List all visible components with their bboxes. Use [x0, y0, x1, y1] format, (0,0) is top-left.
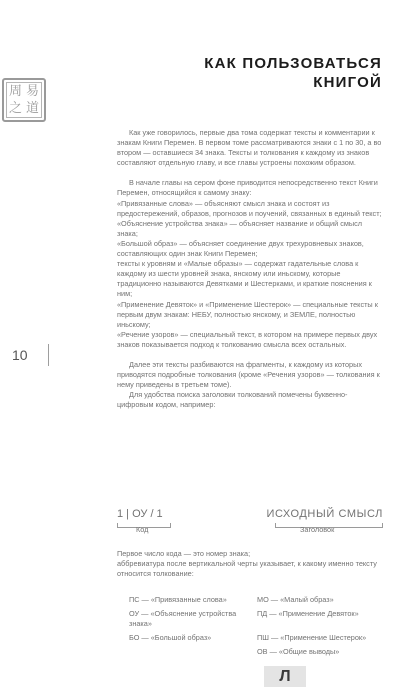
- seal-inner: [6, 82, 42, 118]
- code-sample: 1 | ОУ / 1: [117, 508, 163, 520]
- publisher-logo-icon: Л: [264, 666, 306, 687]
- list-item: «Применение Девяток» и «Применение Шестерок» — специальные тексты к первым двум знакам: НЕБУ, полностью янскому, и ЗЕМЛЕ, полностью иньскому;: [117, 299, 378, 329]
- abbreviation-item: БО — «Большой образ»: [129, 633, 212, 643]
- seal-char: 道: [25, 101, 39, 116]
- page-number: 10: [12, 344, 49, 366]
- list-item: аббревиатура после вертикальной черты указывает, к какому именно тексту относится толкование:: [117, 559, 377, 579]
- code-explanation-list: [117, 549, 383, 579]
- code-example: [117, 508, 383, 536]
- seal-char: 周: [8, 84, 22, 99]
- chapter-title-line-2: КНИГОЙ: [313, 74, 382, 91]
- abbreviation-item: ПШ — «Применение Шестерок»: [257, 633, 367, 643]
- list-item: «Большой образ» — объясняет соединение двух трехуровневых знаков, составляющих один знак Книги Перемен;: [117, 238, 364, 259]
- heading-sample: ИСХОДНЫЙ СМЫСЛ: [266, 508, 383, 520]
- list-item: «Объяснение устройства знака» — объясняет название и общий смысл знака;: [117, 218, 363, 238]
- abbreviation-item: [129, 647, 257, 657]
- chapter-title: [204, 54, 382, 92]
- list-item: Первое число кода — это номер знака;: [117, 549, 251, 558]
- heading-caption: Заголовок: [300, 525, 335, 534]
- body-text: [117, 128, 383, 410]
- abbreviation-item: ПС — «Привязанные слова»: [129, 595, 227, 604]
- paragraph-structure: В начале главы на сером фоне приводится непосредственно текст Книги Перемен, относящийся к самому знаку:: [117, 178, 378, 198]
- list-item: «Привязанные слова» — объясняют смысл знака и состоят из предостережений, образов, прогнозов и поучений, связанных в единый текст;: [117, 198, 382, 218]
- seal-char: 之: [8, 101, 22, 116]
- abbreviation-item: ОУ — «Объяснение устройства знака»: [129, 609, 237, 629]
- paragraph-intro: Как уже говорилось, первые два тома содержат тексты и комментарии к знакам Книги Перемен. В первом томе рассматриваются знаки с 1 по 30, а во втором — оставшиеся 34 знака. Тексты и толкования к каждому из знаков составляют отдельную главу, и все главы устроены похожим образом.: [117, 128, 382, 168]
- abbreviation-item: ПД — «Применение Девяток»: [257, 609, 359, 619]
- list-item: «Речение узоров» — специальный текст, в котором на примере первых двух знаков показывается подход к толкованию смысла всех остальных.: [117, 329, 378, 349]
- seal-char: 易: [25, 84, 39, 99]
- paragraph-fragments: Далее эти тексты разбиваются на фрагменты, к каждому из которых приводятся подробные толкования (кроме «Речения узоров» — толкования к нему приведены в третьем томе).: [117, 359, 380, 390]
- seal-stamp-icon: [2, 78, 46, 122]
- abbreviation-item: ОВ — «Общие выводы»: [257, 647, 340, 657]
- paragraph-code-intro: Для удобства поиска заголовки толкований помечены буквенно-цифровым кодом, например:: [117, 390, 348, 410]
- list-item: тексты к уровням и «Малые образы» — содержат гадательные слова к каждому из шести уровней знака, янскому или иньскому, которые традиционно называются Девятками и Шестерками, и краткие пояснения к ним;: [117, 259, 372, 299]
- chapter-title-line-1: КАК ПОЛЬЗОВАТЬСЯ: [204, 55, 382, 72]
- abbreviation-item: МО — «Малый образ»: [257, 595, 334, 604]
- code-caption: Код: [136, 525, 149, 534]
- abbreviation-table: [129, 595, 379, 661]
